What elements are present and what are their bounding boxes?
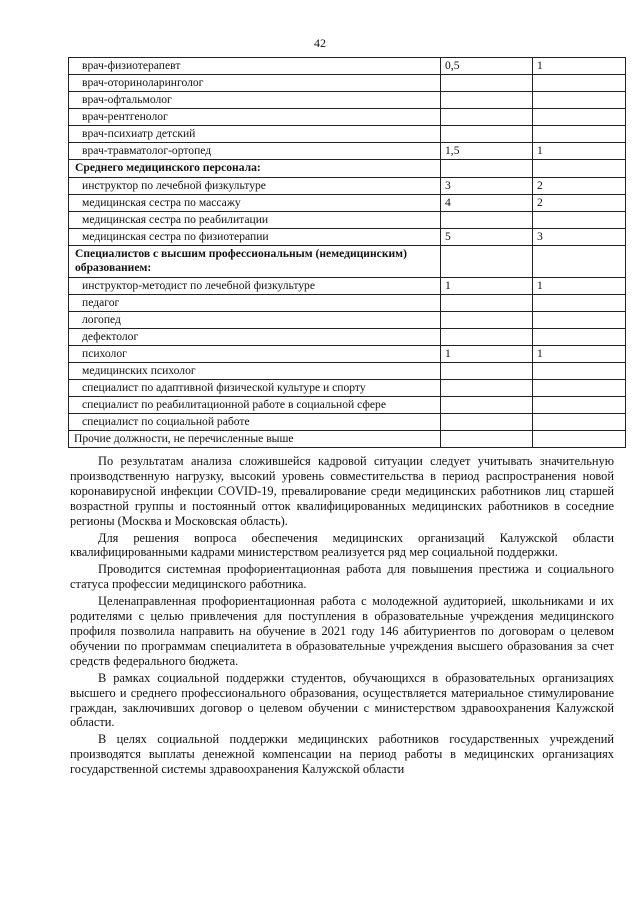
table-row xyxy=(69,178,626,195)
value-cell-2 xyxy=(533,380,626,397)
paragraph: По результатам анализа сложившейся кадровой ситуации следует учитывать значительную производственную нагрузку, высокий уровень совместительства в период распространения новой коронавирусной инфекции COVID-19, превалирование среди медицинских работников лиц старшей возрастной группы и постоянный отток квалифицированных медицинских работников в соседние регионы (Москва и Московская область). xyxy=(70,454,614,528)
position-cell: медицинская сестра по физиотерапии xyxy=(69,229,441,246)
value-cell-2 xyxy=(533,431,626,448)
table-row xyxy=(69,414,626,431)
value-cell-2 xyxy=(533,126,626,143)
value-cell-1 xyxy=(441,380,533,397)
table-row xyxy=(69,212,626,229)
table-row xyxy=(69,75,626,92)
value-cell-1 xyxy=(441,295,533,312)
value-cell-1 xyxy=(441,431,533,448)
page-number: 42 xyxy=(314,36,326,50)
position-cell: психолог xyxy=(69,346,441,363)
value-cell-1 xyxy=(441,92,533,109)
paragraph: В целях социальной поддержки медицинских работников государственных учреждений производятся выплаты денежной компенсации на период работы в медицинских организациях государственной системы здравоохранения Калужской области xyxy=(70,732,614,777)
table-row xyxy=(69,295,626,312)
position-cell: врач-офтальмолог xyxy=(69,92,441,109)
table-row xyxy=(69,58,626,75)
table-row xyxy=(69,126,626,143)
value-cell-2 xyxy=(533,397,626,414)
table-row xyxy=(69,160,626,178)
table-row xyxy=(69,346,626,363)
position-cell: логопед xyxy=(69,312,441,329)
value-cell-2: 1 xyxy=(533,58,626,75)
value-cell-1: 5 xyxy=(441,229,533,246)
position-cell: медицинских психолог xyxy=(69,363,441,380)
value-cell-1 xyxy=(441,397,533,414)
value-cell-1: 4 xyxy=(441,195,533,212)
value-cell-2 xyxy=(533,312,626,329)
paragraph: Проводится системная профориентационная работа для повышения престижа и социального статуса профессии медицинского работника. xyxy=(70,562,614,592)
table-row xyxy=(69,229,626,246)
position-cell: медицинская сестра по реабилитации xyxy=(69,212,441,229)
position-cell: дефектолог xyxy=(69,329,441,346)
value-cell-1 xyxy=(441,126,533,143)
value-cell-2 xyxy=(533,160,626,178)
position-cell: Прочие должности, не перечисленные выше xyxy=(69,431,441,448)
value-cell-2 xyxy=(533,414,626,431)
value-cell-1: 3 xyxy=(441,178,533,195)
value-cell-2 xyxy=(533,212,626,229)
table-row xyxy=(69,109,626,126)
value-cell-2 xyxy=(533,363,626,380)
value-cell-2 xyxy=(533,329,626,346)
value-cell-2: 1 xyxy=(533,143,626,160)
position-cell: Специалистов с высшим профессиональным (немедицинским) образованием: xyxy=(69,246,441,278)
position-cell: специалист по адаптивной физической культуре и спорту xyxy=(69,380,441,397)
value-cell-2: 3 xyxy=(533,229,626,246)
body-text xyxy=(70,454,614,779)
value-cell-2 xyxy=(533,246,626,278)
paragraph: Для решения вопроса обеспечения медицинских организаций Калужской области квалифицированными кадрами министерством реализуется ряд мер социальной поддержки. xyxy=(70,530,614,560)
staffing-table xyxy=(68,57,626,448)
value-cell-2: 2 xyxy=(533,178,626,195)
table-row xyxy=(69,246,626,278)
value-cell-1 xyxy=(441,329,533,346)
table-row xyxy=(69,329,626,346)
value-cell-1: 1 xyxy=(441,346,533,363)
table-row xyxy=(69,397,626,414)
table-row xyxy=(69,92,626,109)
value-cell-1 xyxy=(441,160,533,178)
table-row xyxy=(69,363,626,380)
value-cell-1: 1 xyxy=(441,278,533,295)
position-cell: врач-оториноларинголог xyxy=(69,75,441,92)
value-cell-1 xyxy=(441,246,533,278)
position-cell: врач-рентгенолог xyxy=(69,109,441,126)
position-cell: врач-психиатр детский xyxy=(69,126,441,143)
value-cell-2 xyxy=(533,92,626,109)
value-cell-1 xyxy=(441,109,533,126)
position-cell: специалист по реабилитационной работе в социальной сфере xyxy=(69,397,441,414)
table-row xyxy=(69,431,626,448)
table-row xyxy=(69,312,626,329)
value-cell-2: 2 xyxy=(533,195,626,212)
position-cell: медицинская сестра по массажу xyxy=(69,195,441,212)
paragraph: Целенаправленная профориентационная работа с молодежной аудиторией, школьниками и их родителями с целью привлечения для поступления в образовательные учреждения медицинского профиля позволила направить на обучение в 2021 году 146 абитуриентов по договорам о целевом обучении по программам специалитета в образовательные учреждения высшего образования за счет средств федерального бюджета. xyxy=(70,594,614,668)
value-cell-1 xyxy=(441,212,533,229)
table-row xyxy=(69,278,626,295)
table-row xyxy=(69,143,626,160)
position-cell: врач-физиотерапевт xyxy=(69,58,441,75)
value-cell-2: 1 xyxy=(533,346,626,363)
position-cell: инструктор по лечебной физкультуре xyxy=(69,178,441,195)
position-cell: инструктор-методист по лечебной физкультуре xyxy=(69,278,441,295)
position-cell: Среднего медицинского персонала: xyxy=(69,160,441,178)
value-cell-1 xyxy=(441,312,533,329)
value-cell-2: 1 xyxy=(533,278,626,295)
value-cell-1 xyxy=(441,75,533,92)
table-row xyxy=(69,380,626,397)
position-cell: педагог xyxy=(69,295,441,312)
value-cell-2 xyxy=(533,109,626,126)
position-cell: специалист по социальной работе xyxy=(69,414,441,431)
position-cell: врач-травматолог-ортопед xyxy=(69,143,441,160)
value-cell-2 xyxy=(533,75,626,92)
table-row xyxy=(69,195,626,212)
value-cell-1 xyxy=(441,414,533,431)
staffing-table-body xyxy=(69,58,626,448)
value-cell-1 xyxy=(441,363,533,380)
paragraph: В рамках социальной поддержки студентов, обучающихся в образовательных организациях высшего и среднего профессионального образования, осуществляется материальное стимулирование граждан, заключивших договор о целевом обучении с министерством здравоохранения Калужской области. xyxy=(70,670,614,730)
value-cell-1: 1,5 xyxy=(441,143,533,160)
value-cell-2 xyxy=(533,295,626,312)
value-cell-1: 0,5 xyxy=(441,58,533,75)
